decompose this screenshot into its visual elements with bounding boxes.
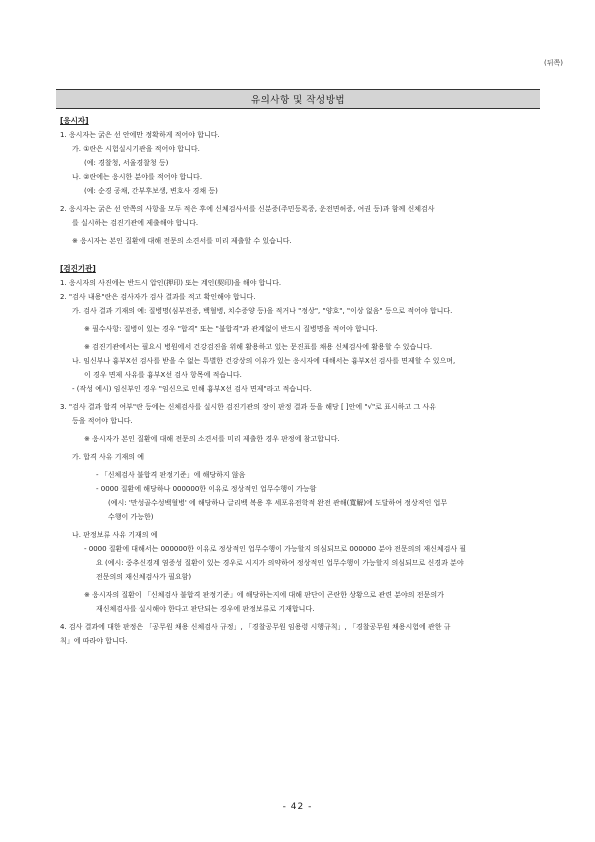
page-side-label: (뒤쪽) xyxy=(544,59,563,67)
hold-reason-1: - 0000 질환에 대해서는 000000한 이유로 정상적인 업무수행이 가능할지 의심되므로 000000 분야 전문의의 재신체검사 필 xyxy=(84,545,467,553)
instructions-body xyxy=(60,114,540,648)
applicant-example: (예: 순경 공채, 간부후보생, 변호사 경채 등) xyxy=(84,187,218,195)
applicant-example: (예: 경찰청, 서울경찰청 등) xyxy=(84,159,169,167)
clinic-example: - (작성 예시) 임신부인 경우 "임신으로 인해 흉부X선 검사 면제"라고 적습니다. xyxy=(72,385,312,393)
clinic-note-hold: ※ 응시자의 질환이 「신체검사 불합격 판정기준」에 해당하는지에 대해 판단이 곤란한 상황으로 관련 분야의 전문의가 xyxy=(84,591,444,599)
clinic-item-2-na-cont: 이 경우 면제 사유를 흉부X선 검사 항목에 적습니다. xyxy=(84,371,242,379)
applicant-item-2-cont: 를 실시하는 검진기관에 제출해야 합니다. xyxy=(72,219,199,227)
page-number: - 42 - xyxy=(282,802,313,812)
clinic-item-4: 4. 검사 결과에 대한 판정은 「공무원 채용 신체검사 규정」, 「경찰공무원 임용령 시행규칙」, 「경찰공무원 채용시험에 관한 규 xyxy=(60,623,451,631)
section-heading-clinic: [검진기관] xyxy=(60,264,96,273)
clinic-item-2-na: 나. 임신부나 흉부X선 검사를 받을 수 없는 특별한 건강상의 이유가 있는 응시자에 대해서는 흉부X선 검사를 면제할 수 있으며, xyxy=(72,357,456,365)
clinic-note-questionnaire: ※ 검진기관에서는 필요시 병원에서 건강검진을 위해 활용하고 있는 문진표를 채용 신체검사에 활용할 수 있습니다. xyxy=(84,343,433,351)
clinic-note-opinion: ※ 응시자가 본인 질환에 대해 전문의 소견서를 미리 제출한 경우 판정에 참고합니다. xyxy=(84,435,340,443)
applicant-note: ※ 응시자는 본인 질환에 대해 전문의 소견서를 미리 제출할 수 있습니다. xyxy=(72,237,292,245)
pass-reason-1: - 「신체검사 불합격 판정기준」에 해당하지 않음 xyxy=(96,471,246,479)
clinic-note-hold-cont: 재신체검사를 실시해야 한다고 판단되는 경우에 판정보류로 기재합니다. xyxy=(96,605,315,613)
clinic-note-required: ※ 필수사항: 질병이 있는 경우 "합격" 또는 "불합격"과 관계없이 반드시 질병명을 적어야 합니다. xyxy=(84,325,378,333)
applicant-item-1-na: 나. ②란에는 응시한 분야를 적어야 합니다. xyxy=(72,173,203,181)
applicant-item-1: 1. 응시자는 굵은 선 안에만 정확하게 적어야 합니다. xyxy=(60,131,220,139)
clinic-item-2: 2. "검사 내용"란은 검사자가 검사 결과를 적고 확인해야 합니다. xyxy=(60,293,256,301)
clinic-item-2-ga: 가. 검사 결과 기재의 예: 질병명(심부전증, 백혈병, 치수증양 등)을 적거나 "정상", "양호", "이상 없음" 등으로 적어야 합니다. xyxy=(72,307,453,315)
hold-reason-1-cont: 요 (예시: 중추신경계 염증성 질환이 있는 경우로 시지가 의약하여 정상적인 업무수행이 가능할지 의심되므로 신경과 분야 xyxy=(96,559,464,567)
applicant-item-2: 2. 응시자는 굵은 선 안쪽의 사항을 모두 적은 후에 신체검사서를 신분증(주민등록증, 운전면허증, 여권 등)과 함께 신체검사 xyxy=(60,205,435,213)
clinic-item-4-cont: 칙」에 따라야 합니다. xyxy=(60,637,128,645)
pass-reason-example-cont: 수행이 가능한) xyxy=(108,513,154,521)
pass-reason-2: - 0000 질환에 해당하나 000000한 이유로 정상적인 업무수행이 가능함 xyxy=(96,485,317,493)
clinic-item-3-ga: 가. 합격 사유 기재의 예 xyxy=(72,453,144,461)
applicant-item-1-ga: 가. ①란은 시험실시기관을 적어야 합니다. xyxy=(72,145,200,153)
clinic-item-3-cont: 등을 적어야 합니다. xyxy=(72,417,133,425)
document-title: 유의사항 및 작성방법 xyxy=(56,89,540,109)
hold-reason-1-cont2: 전문의의 재신체검사가 필요함) xyxy=(96,573,192,581)
section-heading-applicant: [응시자] xyxy=(60,116,89,125)
clinic-item-3: 3. "검사 결과 합격 여부"란 등에는 신체검사를 실시한 검진기관의 장이 판정 결과 등을 해당 [ ]안에 "√"로 표시하고 그 사유 xyxy=(60,403,437,411)
clinic-item-3-na: 나. 판정보류 사유 기재의 예 xyxy=(72,531,158,539)
pass-reason-example: (예시: '만성골수성백혈병' 에 해당하나 글리벡 복용 후 세포유전학적 완전 관해(寬解)에 도달하여 정상적인 업무 xyxy=(108,499,448,507)
clinic-item-1: 1. 응시자의 사진에는 반드시 압인(押印) 또는 계인(契印)을 해야 합니다. xyxy=(60,279,282,287)
